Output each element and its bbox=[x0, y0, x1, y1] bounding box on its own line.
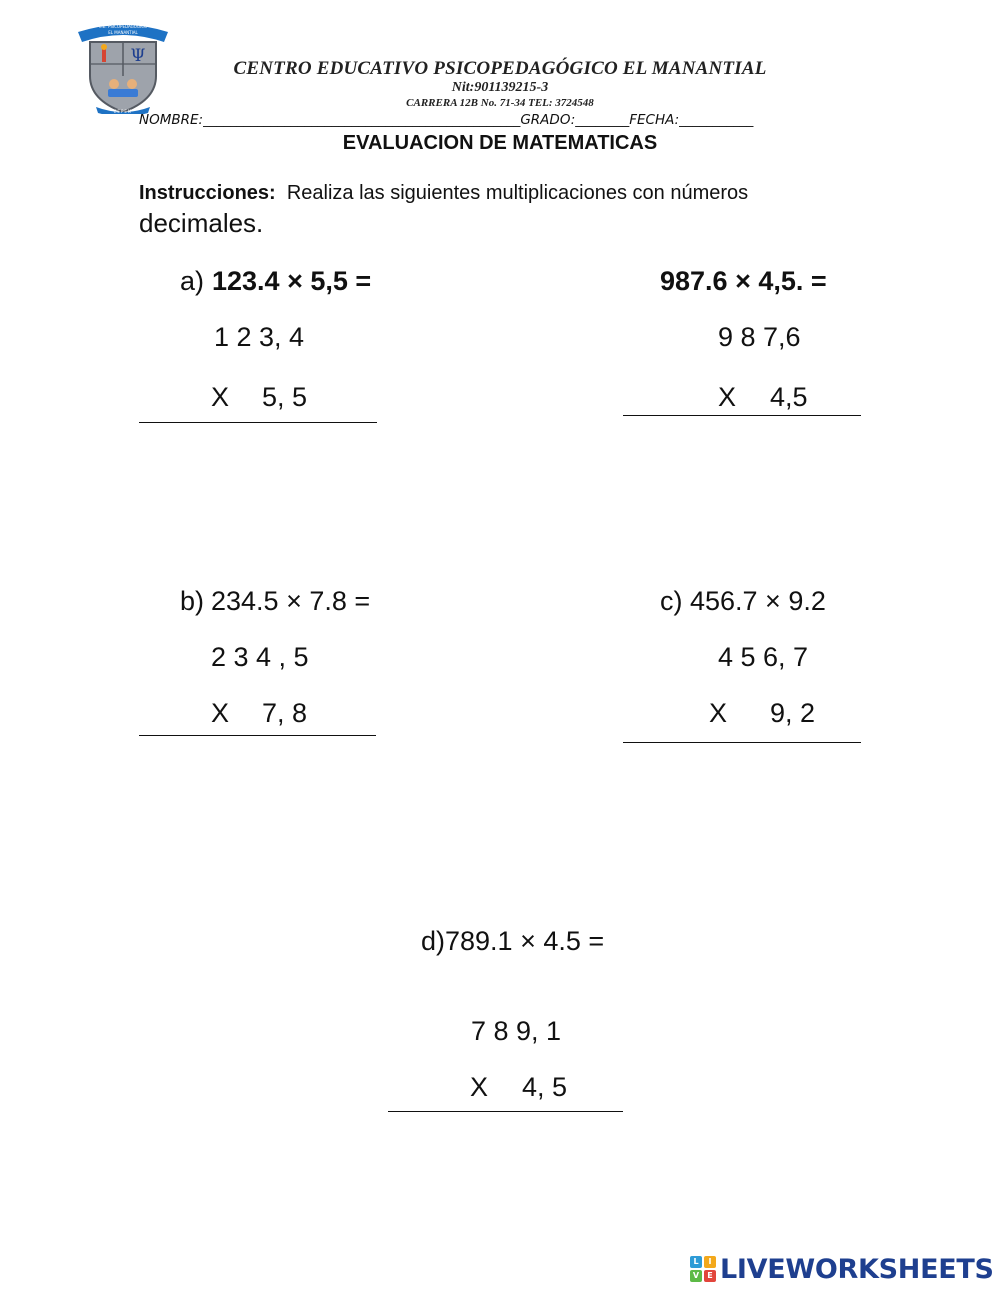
school-name: CENTRO EDUCATIVO PSICOPEDAGÓGICO EL MANANTIAL bbox=[233, 58, 767, 79]
problem-c-top: 4 5 6, 7 bbox=[718, 642, 809, 672]
svg-text:Ψ: Ψ bbox=[130, 46, 146, 66]
problem-c-equation: c) 456.7 × 9.2 bbox=[660, 586, 826, 616]
problem-d-x: X bbox=[470, 1072, 489, 1102]
liveworksheets-brand[interactable] bbox=[690, 1252, 994, 1286]
problem-a2-top: 9 8 7,6 bbox=[718, 322, 801, 352]
problem-c-x: X bbox=[709, 698, 728, 728]
problem-c-multiplier: 9, 2 bbox=[770, 698, 816, 728]
brand-text: LIVEWORKSHEETS bbox=[720, 1253, 994, 1285]
problem-a2-x: X bbox=[718, 382, 737, 412]
problem-a-equation: 123.4 × 5,5 = bbox=[212, 266, 372, 296]
student-info-line bbox=[139, 112, 753, 128]
problem-a2-answer-line[interactable] bbox=[623, 415, 861, 416]
instructions-label: Instrucciones: bbox=[139, 182, 276, 204]
problem-d-equation: d)789.1 × 4.5 = bbox=[421, 926, 605, 956]
problem-b-top: 2 3 4 , 5 bbox=[211, 642, 309, 672]
nombre-field[interactable]: _______________________________________________ bbox=[203, 112, 521, 128]
instructions-text: Realiza las siguientes multiplicaciones con números bbox=[286, 182, 749, 204]
instructions bbox=[139, 182, 748, 205]
problem-a-top: 1 2 3, 4 bbox=[214, 322, 305, 352]
problem-b-x: X bbox=[211, 698, 230, 728]
nombre-label: NOMBRE: bbox=[139, 112, 204, 128]
fecha-label: FECHA: bbox=[629, 112, 680, 128]
grado-label: GRADO: bbox=[520, 112, 576, 128]
fecha-field[interactable]: ___________ bbox=[679, 112, 754, 128]
grado-field[interactable]: ________ bbox=[575, 112, 630, 128]
problem-d-top: 7 8 9, 1 bbox=[471, 1016, 562, 1046]
brand-mark-e: E bbox=[704, 1270, 716, 1282]
liveworksheets-logo-icon bbox=[690, 1256, 716, 1282]
problem-b-answer-line[interactable] bbox=[139, 735, 376, 736]
page-title: EVALUACION DE MATEMATICAS bbox=[342, 132, 658, 154]
logo-banner-text-bottom: EL MANANTIAL bbox=[108, 30, 138, 35]
problem-d-multiplier: 4, 5 bbox=[522, 1072, 568, 1102]
brand-mark-i: I bbox=[704, 1256, 716, 1268]
brand-mark-v: V bbox=[690, 1270, 702, 1282]
problem-a2-equation: 987.6 × 4,5. = bbox=[660, 266, 827, 296]
school-address: CARRERA 12B No. 71-34 TEL: 3724548 bbox=[406, 97, 594, 109]
problem-a2-multiplier: 4,5 bbox=[770, 382, 808, 412]
problem-a-multiplier: 5, 5 bbox=[262, 382, 308, 412]
logo-banner-text-top: C.E. PSICOPEDAGÓGICO bbox=[98, 24, 148, 29]
problem-a-x: X bbox=[211, 382, 230, 412]
logo-bottom-text: CEPEM bbox=[113, 109, 133, 114]
problem-a-answer-line[interactable] bbox=[139, 422, 377, 423]
brand-mark-l: L bbox=[690, 1256, 702, 1268]
problem-d-answer-line[interactable] bbox=[388, 1111, 623, 1112]
school-nit: Nit:901139215-3 bbox=[451, 80, 549, 95]
problem-c-answer-line[interactable] bbox=[623, 742, 861, 743]
instructions-text-line2: decimales. bbox=[139, 208, 264, 238]
problem-b-label: b) bbox=[180, 586, 205, 616]
problem-b-equation: 234.5 × 7.8 = bbox=[211, 586, 371, 616]
problem-b-multiplier: 7, 8 bbox=[262, 698, 308, 728]
problem-a-label: a) bbox=[180, 266, 205, 296]
